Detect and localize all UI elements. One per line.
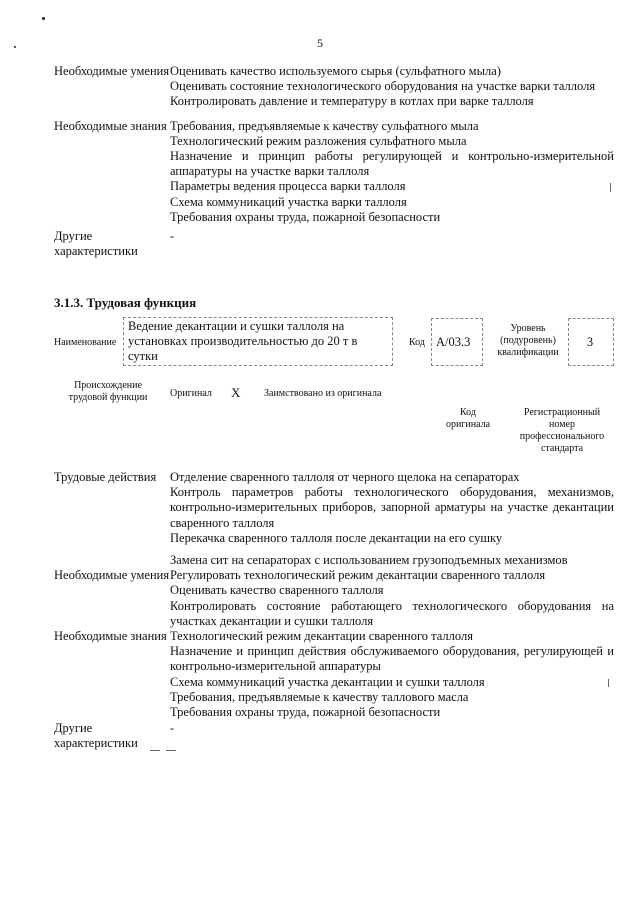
action-item: Контроль параметров работы технологического оборудования, механизмов, контрольно-измерительных приборов, запорной арматуры на участке декантации сваренного таллоля — [170, 485, 614, 530]
knowledge-list — [170, 119, 614, 225]
reg-number-label: Регистрационный номер профессионального стандарта — [519, 407, 605, 454]
knowledge-item: Схема коммуникаций участка декантации и сушки таллоля — [170, 674, 485, 689]
section1-knowledge-row — [54, 119, 614, 225]
code-value: A/03.3 — [436, 335, 471, 349]
section2-skills-row — [54, 568, 614, 629]
knowledge-item: Технологический режим декантации сваренного таллоля — [170, 629, 473, 644]
function-heading: 3.1.3. Трудовая функция — [54, 295, 197, 310]
knowledge-item: Технологический режим разложения сульфатного мыла — [170, 133, 467, 148]
skills-list — [170, 64, 614, 110]
section2-table — [54, 470, 614, 752]
section2-other-row — [54, 721, 614, 751]
scan-artifact — [608, 679, 609, 687]
scan-artifact — [610, 183, 611, 192]
knowledge-item: Схема коммуникаций участка варки таллоля — [170, 194, 407, 209]
skill-item: Контролировать состояние работающего технологического оборудования на участках декантации и сушки таллоля — [170, 598, 614, 628]
action-item: Перекачка сваренного таллоля после декантации на его сушку — [170, 530, 503, 545]
knowledge-item: Требования, предъявляемые к качеству таллового масла — [170, 689, 469, 704]
knowledge-item: Назначение и принцип действия обслуживаемого оборудования, регулирующей и контрольно-измерительной аппаратуры — [170, 644, 614, 674]
original-mark: X — [231, 385, 241, 400]
code-original-label: Код оригинала — [445, 407, 491, 430]
skills-label: Необходимые умения — [54, 568, 170, 583]
actions-label: Трудовые действия — [54, 470, 157, 484]
code-label: Код — [409, 337, 425, 348]
other-label: Другие характеристики — [54, 229, 138, 259]
scan-artifact — [150, 750, 160, 751]
action-item: Отделение сваренного таллоля от черного щелока на сепараторах — [170, 470, 520, 484]
action-item: Замена сит на сепараторах с использованием грузоподъемных механизмов — [170, 553, 568, 568]
skill-item: Оценивать качество используемого сырья (сульфатного мыла) — [170, 64, 501, 78]
name-label: Наименование — [54, 337, 117, 348]
actions-row — [54, 470, 614, 568]
skills-list — [170, 568, 614, 629]
knowledge-label: Необходимые знания — [54, 629, 167, 644]
origin-label: Происхождение трудовой функции — [68, 380, 148, 403]
skills-label: Необходимые умения — [54, 64, 170, 78]
section1-skills-row — [54, 64, 614, 110]
knowledge-item: Требования охраны труда, пожарной безопасности — [170, 209, 441, 224]
actions-list — [170, 470, 614, 568]
scan-speck — [42, 17, 45, 20]
level-label: Уровень (подуровень) квалификации — [497, 323, 559, 358]
knowledge-label: Необходимые знания — [54, 118, 167, 133]
level-value: 3 — [586, 335, 594, 349]
borrowed-label: Заимствовано из оригинала — [264, 388, 382, 399]
skill-item: Оценивать качество сваренного таллоля — [170, 583, 384, 598]
skill-item: Оценивать состояние технологического оборудования на участке варки таллоля — [170, 79, 596, 94]
scan-artifact — [166, 750, 176, 751]
other-label: Другие характеристики — [54, 721, 138, 751]
knowledge-item: Параметры ведения процесса варки таллоля — [170, 179, 406, 194]
section1-table — [54, 64, 614, 259]
skill-item: Регулировать технологический режим декантации сваренного таллоля — [170, 568, 546, 583]
page-number: 5 — [317, 36, 323, 50]
knowledge-item: Требования охраны труда, пожарной безопасности — [170, 705, 441, 720]
knowledge-list — [170, 629, 614, 720]
knowledge-item: Назначение и принцип работы регулирующей и контрольно-измерительной аппаратуры на участке варки таллоля — [170, 149, 614, 179]
other-value: - — [170, 721, 175, 736]
knowledge-item: Требования, предъявляемые к качеству сульфатного мыла — [170, 118, 479, 133]
section1-other-row — [54, 229, 614, 259]
function-name: Ведение декантации и сушки таллоля на установках производительностью до 20 т в сутки — [128, 319, 358, 363]
other-value: - — [170, 229, 175, 244]
section2-knowledge-row — [54, 629, 614, 720]
original-label: Оригинал — [170, 388, 212, 399]
skill-item: Контролировать давление и температуру в котлах при варке таллоля — [170, 94, 534, 109]
